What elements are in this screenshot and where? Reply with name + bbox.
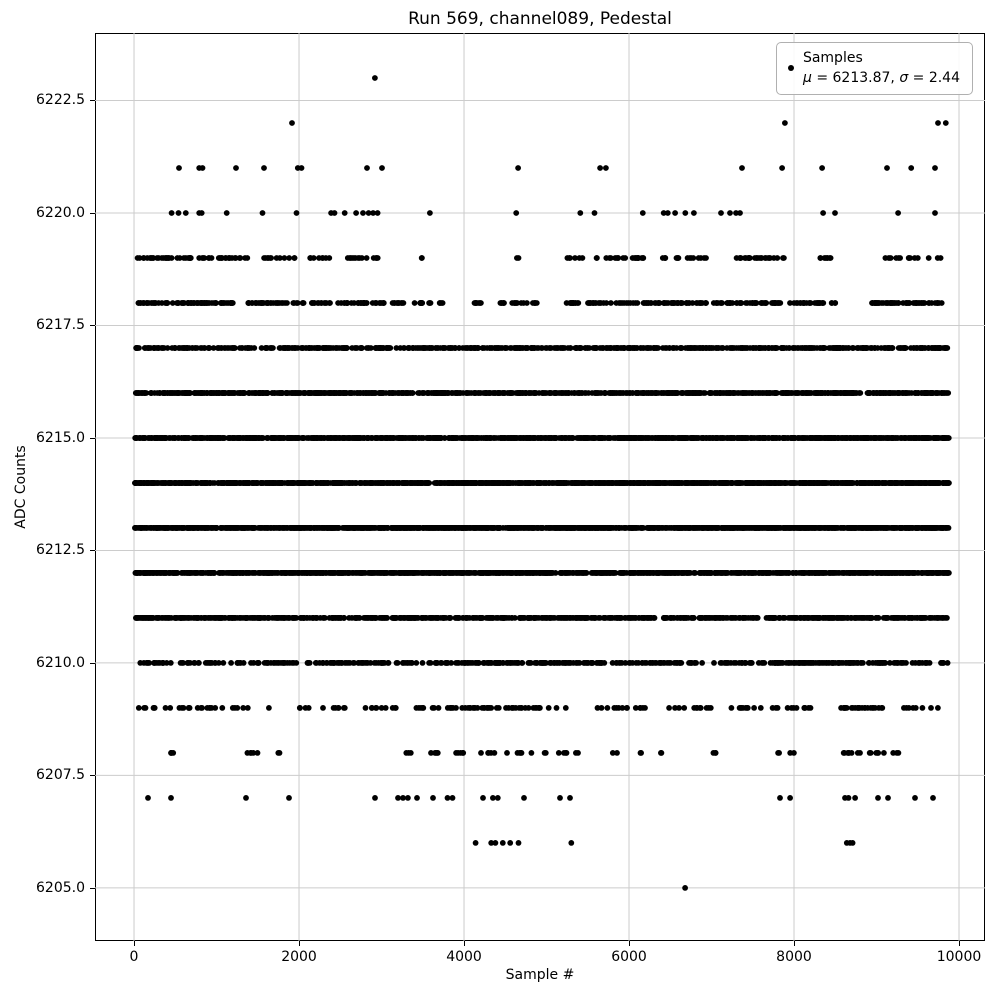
chart-title: Run 569, channel089, Pedestal	[408, 9, 672, 29]
x-tick-label: 0	[129, 949, 139, 965]
band-6213	[132, 525, 951, 531]
band-6205	[682, 885, 688, 891]
scatter-points	[132, 75, 952, 891]
y-tickmark	[90, 663, 95, 664]
band-6212	[133, 570, 952, 576]
band-6221	[176, 165, 938, 171]
y-tickmark	[90, 775, 95, 776]
y-tick-label: 6207.5	[36, 767, 85, 784]
y-tick-label: 6217.5	[36, 317, 85, 334]
band-6219	[135, 255, 944, 261]
x-tickmark	[959, 941, 960, 946]
x-tick-label: 10000	[936, 949, 982, 965]
band-6211	[133, 615, 950, 621]
y-tickmark	[90, 213, 95, 214]
legend	[776, 42, 973, 95]
band-6207	[145, 795, 936, 801]
y-tick-label: 6212.5	[36, 542, 85, 559]
x-tick-label: 2000	[281, 949, 317, 965]
band-6215	[132, 435, 951, 441]
x-tickmark	[134, 941, 135, 946]
band-6223	[372, 75, 378, 81]
gridlines	[95, 33, 985, 941]
y-tickmark	[90, 550, 95, 551]
band-6216	[133, 390, 951, 396]
band-6206	[473, 840, 856, 846]
y-tickmark	[90, 888, 95, 889]
x-tick-label: 8000	[776, 949, 812, 965]
y-tick-label: 6222.5	[36, 92, 85, 109]
x-tickmark	[629, 941, 630, 946]
scatter-marker-icon	[788, 65, 794, 71]
legend-stats: μ = 6213.87, σ = 2.44	[802, 70, 960, 86]
legend-text	[803, 48, 960, 88]
band-6214	[132, 480, 952, 486]
y-axis-label: ADC Counts	[13, 445, 29, 529]
y-tickmark	[90, 100, 95, 101]
band-6210	[137, 660, 950, 666]
x-tickmark	[794, 941, 795, 946]
x-tick-label: 6000	[611, 949, 647, 965]
y-tickmark	[90, 325, 95, 326]
x-tickmark	[464, 941, 465, 946]
y-tick-label: 6205.0	[36, 879, 85, 896]
band-6222	[289, 120, 949, 126]
band-6208	[168, 750, 901, 756]
x-tick-label: 4000	[446, 949, 482, 965]
x-tickmark	[299, 941, 300, 946]
band-6218	[136, 300, 945, 306]
y-tickmark	[90, 438, 95, 439]
y-tick-label: 6220.0	[36, 204, 85, 221]
x-axis-label: Sample #	[505, 967, 575, 983]
band-6217	[133, 345, 950, 351]
legend-label-samples: Samples	[802, 50, 863, 66]
band-6209	[136, 705, 941, 711]
y-tick-label: 6210.0	[36, 654, 85, 671]
y-tick-label: 6215.0	[36, 429, 85, 446]
